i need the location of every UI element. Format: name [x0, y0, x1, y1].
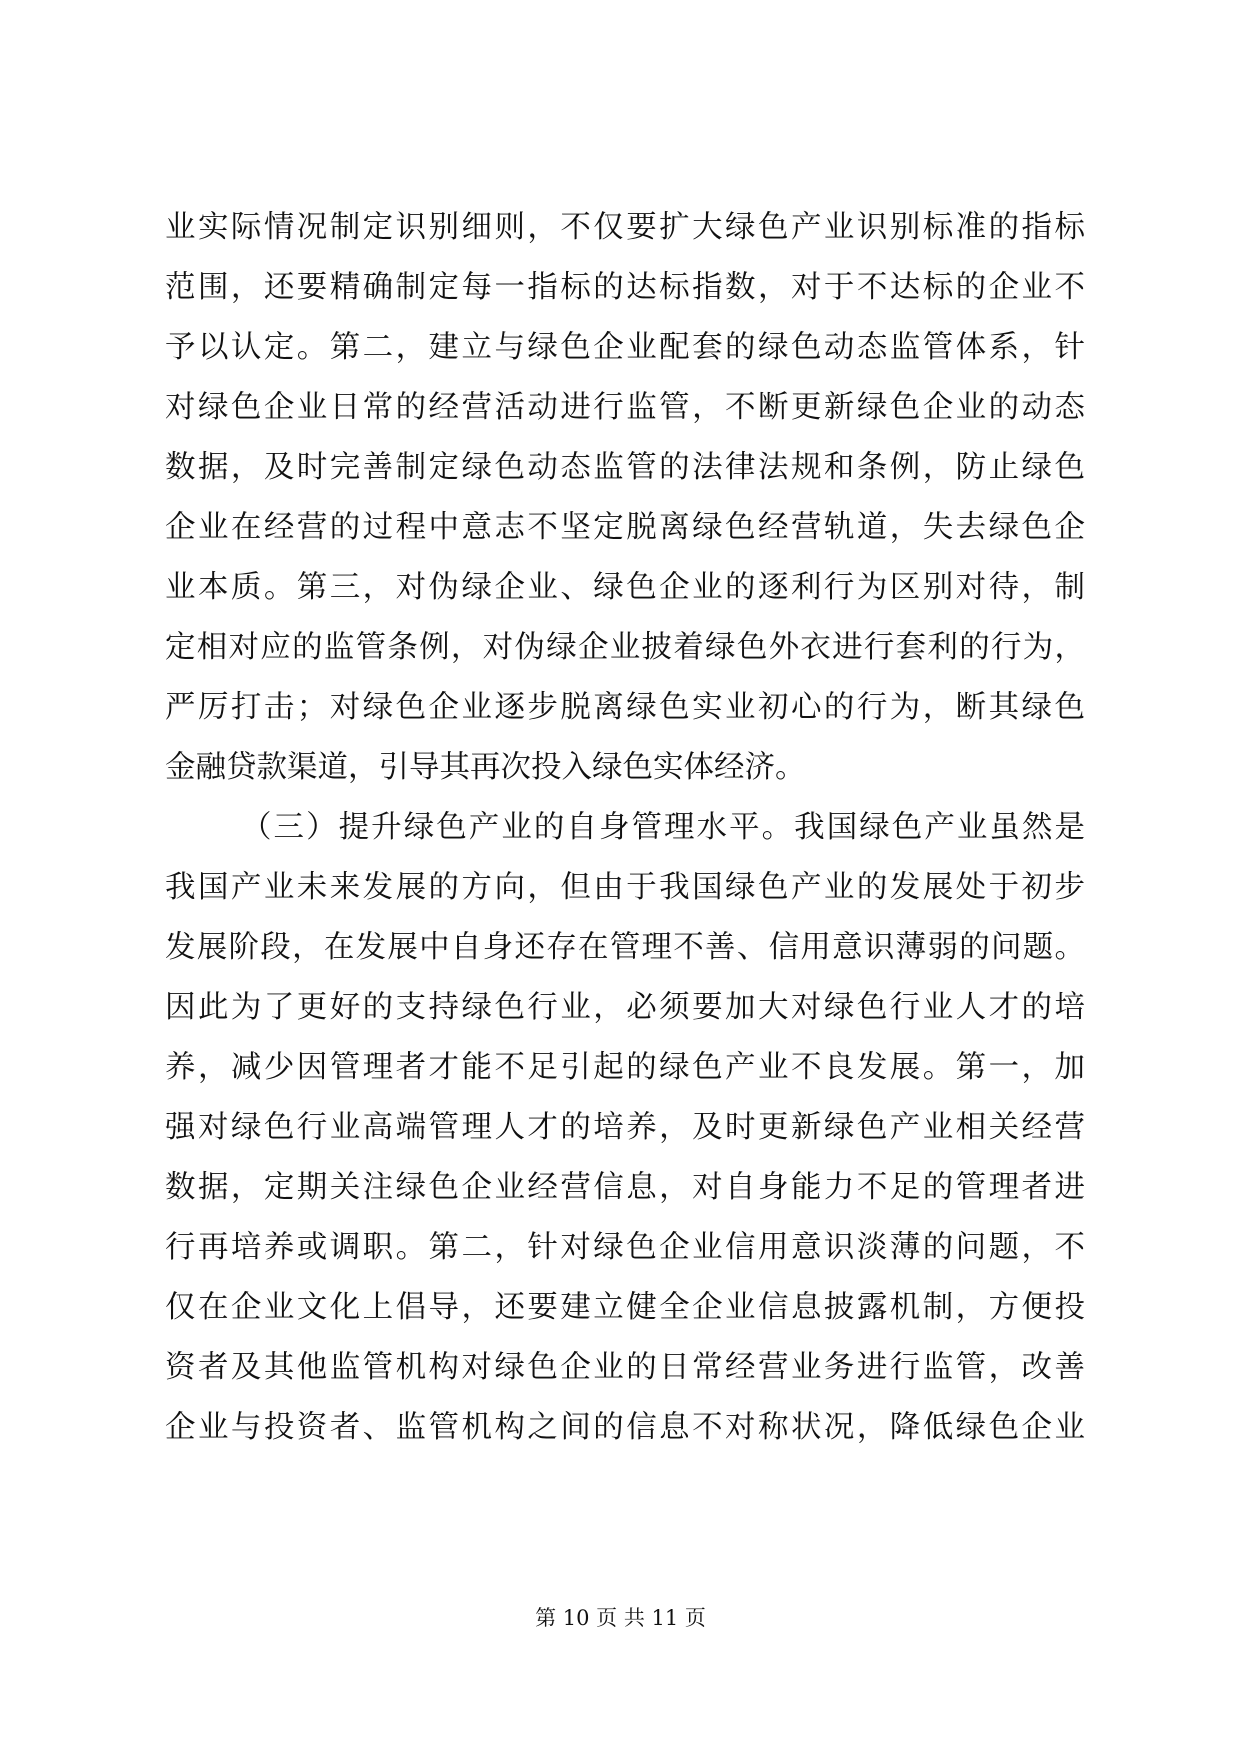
text-line: 企业在经营的过程中意志不坚定脱离绿色经营轨道，失去绿色企	[165, 510, 1085, 545]
text-line: 予以认定。第二，建立与绿色企业配套的绿色动态监管体系，针	[165, 330, 1085, 365]
text-line: 养，减少因管理者才能不足引起的绿色产业不良发展。第一，加	[165, 1050, 1085, 1085]
paragraph-end-line: 金融贷款渠道，引导其再次投入绿色实体经济。	[165, 750, 806, 785]
text-line: 我国产业未来发展的方向，但由于我国绿色产业的发展处于初步	[165, 870, 1085, 905]
text-line: 强对绿色行业高端管理人才的培养，及时更新绿色产业相关经营	[165, 1110, 1085, 1145]
section-heading-line: （三）提升绿色产业的自身管理水平。我国绿色产业虽然是	[241, 810, 1085, 845]
text-line: 数据，及时完善制定绿色动态监管的法律法规和条例，防止绿色	[165, 450, 1085, 485]
page-number: 第 10 页 共 11 页	[535, 1606, 706, 1630]
text-line: 严厉打击；对绿色企业逐步脱离绿色实业初心的行为，断其绿色	[165, 690, 1085, 725]
text-line: 因此为了更好的支持绿色行业，必须要加大对绿色行业人才的培	[165, 990, 1085, 1025]
text-line: 企业与投资者、监管机构之间的信息不对称状况，降低绿色企业	[165, 1410, 1085, 1445]
text-line: 业实际情况制定识别细则，不仅要扩大绿色产业识别标准的指标	[165, 210, 1085, 245]
text-line: 范围，还要精确制定每一指标的达标指数，对于不达标的企业不	[165, 270, 1085, 305]
text-line: 数据，定期关注绿色企业经营信息，对自身能力不足的管理者进	[165, 1170, 1085, 1205]
text-line: 行再培养或调职。第二，针对绿色企业信用意识淡薄的问题，不	[165, 1230, 1085, 1265]
text-line: 业本质。第三，对伪绿企业、绿色企业的逐利行为区别对待，制	[165, 570, 1085, 605]
text-line: 对绿色企业日常的经营活动进行监管，不断更新绿色企业的动态	[165, 390, 1085, 425]
text-line: 资者及其他监管机构对绿色企业的日常经营业务进行监管，改善	[165, 1350, 1085, 1385]
text-line: 发展阶段，在发展中自身还存在管理不善、信用意识薄弱的问题。	[165, 930, 1085, 965]
text-line: 仅在企业文化上倡导，还要建立健全企业信息披露机制，方便投	[165, 1290, 1085, 1325]
text-line: 定相对应的监管条例，对伪绿企业披着绿色外衣进行套利的行为，	[165, 630, 1085, 665]
